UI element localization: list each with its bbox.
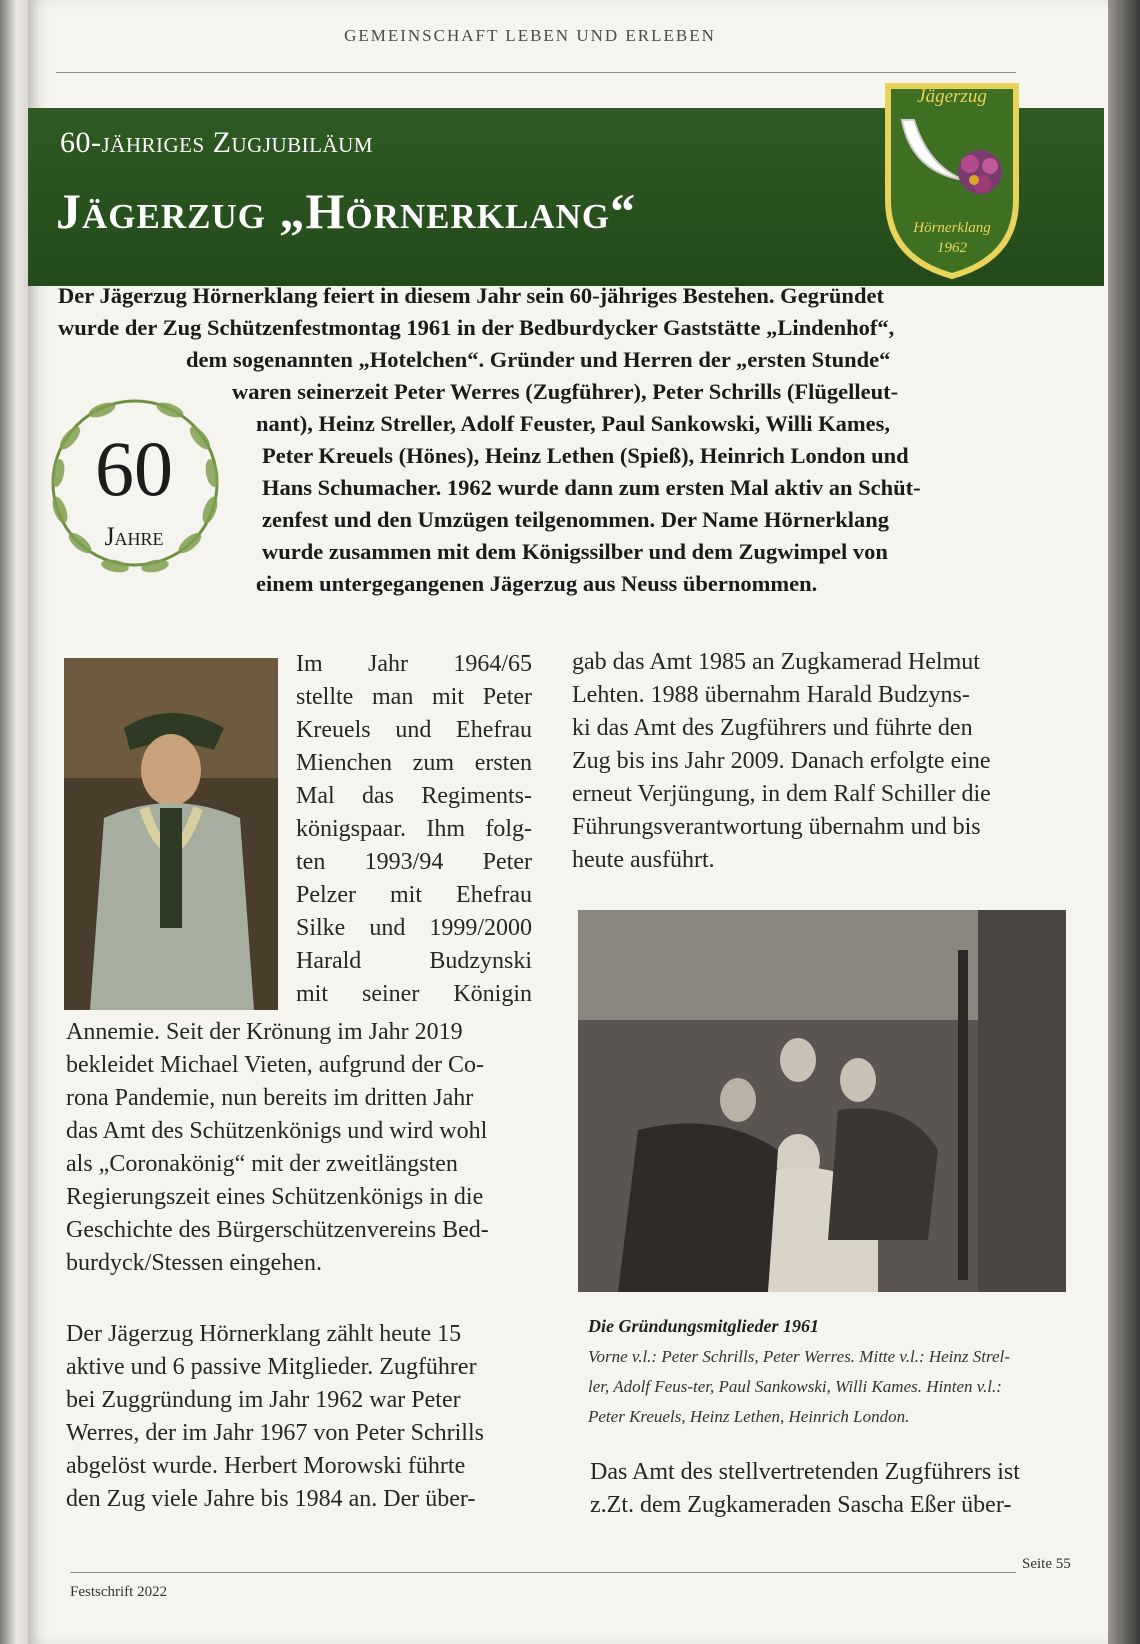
photo-schuetzenkoenig bbox=[64, 658, 278, 1010]
body-line: gab das Amt 1985 an Zugkamerad Helmut bbox=[572, 649, 980, 675]
crest-name: Hörnerklang bbox=[913, 220, 991, 236]
running-head: GEMEINSCHAFT LEBEN UND ERLEBEN bbox=[344, 26, 716, 45]
body-line: Pelzer mit Ehefrau bbox=[296, 882, 532, 908]
intro-line: wurde der Zug Schützenfestmontag 1961 in der Bedburdycker Gaststätte „Lindenhof“, bbox=[58, 315, 895, 340]
banner-title: Jägerzug „Hörnerklang“ bbox=[56, 183, 637, 239]
body-line: heute ausführt. bbox=[572, 847, 715, 873]
body-line: Führungsverantwortung übernahm und bis bbox=[572, 814, 981, 840]
body-line: Mal das Regiments- bbox=[296, 783, 532, 809]
body-line: erneut Verjüngung, in dem Ralf Schiller die bbox=[572, 781, 991, 807]
body-line: Harald Budzynski bbox=[296, 948, 532, 974]
body-line: Mienchen zum ersten bbox=[296, 750, 532, 776]
intro-line: waren seinerzeit Peter Werres (Zugführer), Peter Schrills (Flügelleut- bbox=[232, 379, 899, 404]
body-line: Silke und 1999/2000 bbox=[296, 915, 532, 941]
body-line: ki das Amt des Zugführers und führte den bbox=[572, 715, 973, 741]
page-stack-edge bbox=[1108, 0, 1140, 1644]
header-rule bbox=[56, 72, 1016, 73]
intro-line: nant), Heinz Streller, Adolf Feuster, Paul Sankowski, Willi Kames, bbox=[256, 411, 891, 436]
body-line: Annemie. Seit der Krönung im Jahr 2019 bbox=[66, 1019, 463, 1045]
body-line: rona Pandemie, nun bereits im dritten Jahr bbox=[66, 1085, 474, 1111]
body-line: ten 1993/94 Peter bbox=[296, 849, 532, 875]
body-line: bekleidet Michael Vieten, aufgrund der Co- bbox=[66, 1052, 484, 1078]
intro-line: Peter Kreuels (Hönes), Heinz Lethen (Spieß), Heinrich London und bbox=[262, 443, 909, 468]
body-line: königspaar. Ihm folg- bbox=[296, 816, 532, 842]
body-line: das Amt des Schützenkönigs und wird wohl bbox=[66, 1118, 488, 1144]
photo-caption-line: ler, Adolf Feus-ter, Paul Sankowski, Willi Kames. Hinten v.l.: bbox=[588, 1377, 1002, 1396]
badge-number: 60 bbox=[95, 425, 173, 512]
body-line: Das Amt des stellvertretenden Zugführers ist bbox=[590, 1459, 1020, 1485]
intro-line: wurde zusammen mit dem Königssilber und dem Zugwimpel von bbox=[262, 539, 888, 564]
body-line: Werres, der im Jahr 1967 von Peter Schrills bbox=[66, 1420, 484, 1446]
intro-line: zenfest und den Umzügen teilgenommen. Der Name Hörnerklang bbox=[262, 507, 890, 532]
body-line: Kreuels und Ehefrau bbox=[296, 717, 532, 743]
body-line: z.Zt. dem Zugkameraden Sascha Eßer über- bbox=[590, 1492, 1012, 1518]
body-line: Zug bis ins Jahr 2009. Danach erfolgte eine bbox=[572, 748, 991, 774]
footer-rule bbox=[70, 1572, 1016, 1573]
body-line: abgelöst wurde. Herbert Morowski führte bbox=[66, 1453, 466, 1479]
body-line: stellte man mit Peter bbox=[296, 684, 532, 710]
footer-publication: Festschrift 2022 bbox=[70, 1584, 168, 1600]
body-line: Regierungszeit eines Schützenkönigs in die bbox=[66, 1184, 484, 1210]
body-line: Der Jägerzug Hörnerklang zählt heute 15 bbox=[66, 1321, 462, 1347]
crest-bottom-text bbox=[900, 218, 1004, 258]
banner-subtitle: 60-jähriges Zugjubiläum bbox=[60, 126, 373, 159]
intro-line: dem sogenannten „Hotelchen“. Gründer und Herren der „ersten Stunde“ bbox=[186, 347, 891, 372]
body-line: Lehten. 1988 übernahm Harald Budzyns- bbox=[572, 682, 970, 708]
body-line: Geschichte des Bürgerschützenvereins Bed- bbox=[66, 1217, 489, 1243]
adjacent-page-edge bbox=[0, 0, 30, 1644]
intro-line: Der Jägerzug Hörnerklang feiert in diesem Jahr sein 60-jähriges Bestehen. Gegründet bbox=[58, 283, 884, 308]
photo-caption-line: Vorne v.l.: Peter Schrills, Peter Werres. Mitte v.l.: Heinz Strel- bbox=[588, 1347, 1010, 1366]
body-line: bei Zuggründung im Jahr 1962 war Peter bbox=[66, 1387, 461, 1413]
body-line: als „Coronakönig“ mit der zweitlängsten bbox=[66, 1151, 458, 1177]
photo-caption-title: Die Gründungsmitglieder 1961 bbox=[588, 1316, 820, 1336]
intro-line: Hans Schumacher. 1962 wurde dann zum ersten Mal aktiv an Schüt- bbox=[262, 475, 921, 500]
photo-gruendungsmitglieder bbox=[578, 910, 1066, 1292]
body-line: den Zug viele Jahre bis 1984 an. Der über- bbox=[66, 1486, 476, 1512]
intro-line: einem untergegangenen Jägerzug aus Neuss übernommen. bbox=[256, 571, 818, 596]
crest-year: 1962 bbox=[937, 240, 967, 256]
body-line: aktive und 6 passive Mitglieder. Zugführer bbox=[66, 1354, 477, 1380]
body-line: Im Jahr 1964/65 bbox=[296, 651, 532, 677]
body-line: burdyck/Stessen eingehen. bbox=[66, 1250, 322, 1276]
badge-word: Jahre bbox=[104, 522, 164, 551]
page-number: Seite 55 bbox=[1022, 1556, 1071, 1572]
body-line: mit seiner Königin bbox=[296, 981, 532, 1007]
photo-caption-line: Peter Kreuels, Heinz Lethen, Heinrich London. bbox=[588, 1407, 910, 1426]
crest-top-text: Jägerzug bbox=[917, 86, 987, 107]
